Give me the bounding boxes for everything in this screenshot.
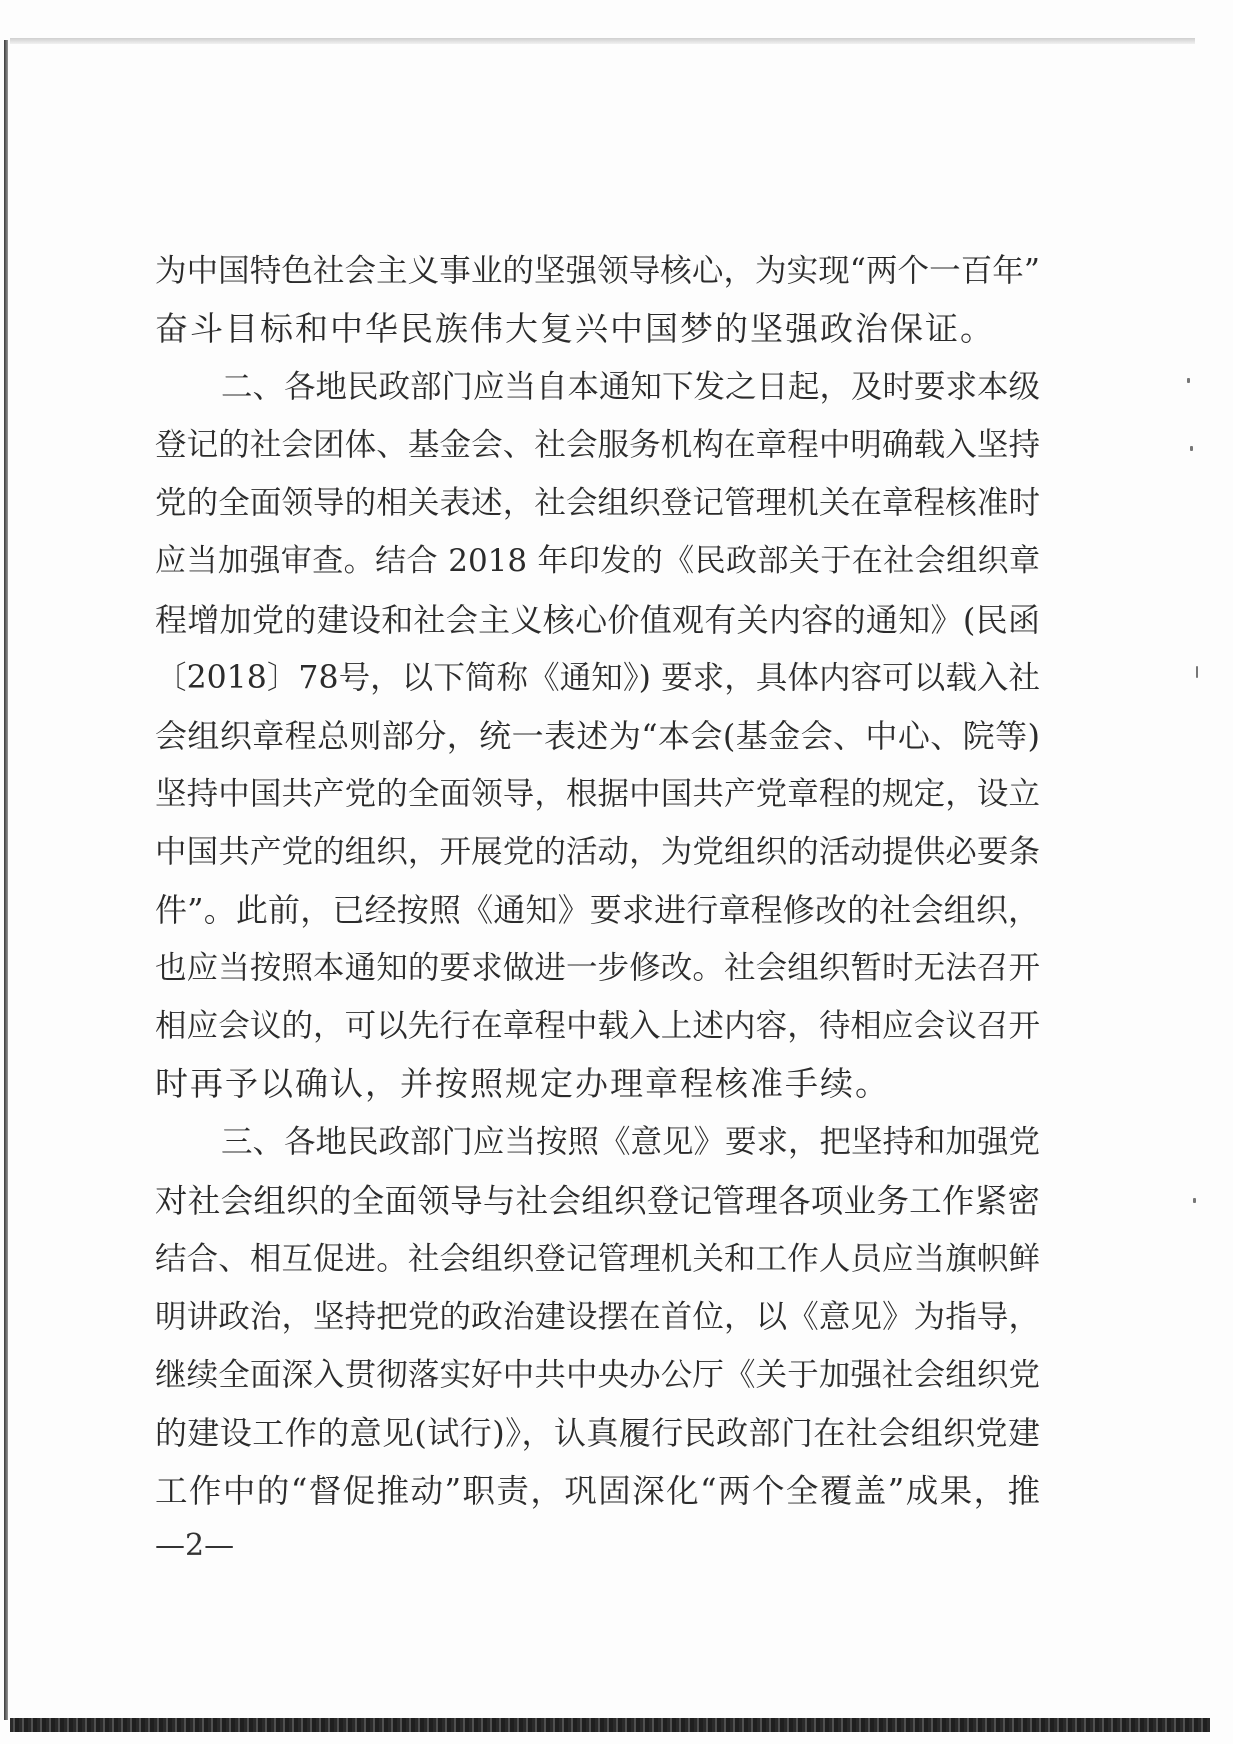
text-line: 应当加强审查。结合 2018 年印发的《民政部关于在社会组织章 <box>155 543 1040 580</box>
document-body <box>155 242 1040 1520</box>
scan-left-edge <box>4 40 8 1720</box>
text-line: 党的全面领导的相关表述，社会组织登记管理机关在章程核准时 <box>155 485 1040 522</box>
text-line: 明讲政治，坚持把党的政治建设摆在首位，以《意见》为指导， <box>155 1298 1040 1335</box>
text-line: 奋斗目标和中华民族伟大复兴中国梦的坚强政治保证。 <box>155 309 995 349</box>
scan-speck <box>1196 666 1198 678</box>
text-line: 件”。此前，已经按照《通知》要求进行章程修改的社会组织， <box>155 891 1040 930</box>
text-line: 三、各地民政部门应当按照《意见》要求，把坚持和加强党 <box>221 1124 1041 1161</box>
text-line: 中国共产党的组织，开展党的活动，为党组织的活动提供必要条 <box>155 833 1040 870</box>
text-line: 的建设工作的意见(试行)》，认真履行民政部门在社会组织党建 <box>155 1413 1040 1452</box>
scan-speck <box>1193 1198 1196 1203</box>
page-number: —2— <box>155 1528 235 1563</box>
scan-bottom-edge <box>10 1718 1210 1732</box>
scan-speck <box>1190 446 1193 451</box>
text-line: 也应当按照本通知的要求做进一步修改。社会组织暂时无法召开 <box>155 950 1040 987</box>
text-line: 对社会组织的全面领导与社会组织登记管理各项业务工作紧密 <box>155 1181 1040 1220</box>
text-line: 时再予以确认，并按照规定办理章程核准手续。 <box>155 1064 890 1104</box>
text-line: 为中国特色社会主义事业的坚强领导核心，为实现“两个一百年” <box>155 253 1040 289</box>
text-line: 〔2018〕78号，以下简称《通知》) 要求，具体内容可以载入社 <box>155 659 1040 696</box>
scan-top-edge <box>10 38 1195 44</box>
text-line: 工作中的“督促推动”职责，巩固深化“两个全覆盖”成果，推 <box>155 1471 1040 1510</box>
text-line: 二、各地民政部门应当自本通知下发之日起，及时要求本级 <box>221 369 1041 406</box>
text-line: 继续全面深入贯彻落实好中共中央办公厅《关于加强社会组织党 <box>155 1356 1040 1393</box>
text-line: 登记的社会团体、基金会、社会服务机构在章程中明确载入坚持 <box>155 427 1040 464</box>
text-line: 会组织章程总则部分，统一表述为“本会(基金会、中心、院等) <box>155 716 1040 755</box>
text-line: 坚持中国共产党的全面领导，根据中国共产党章程的规定，设立 <box>155 775 1040 812</box>
scan-speck <box>1187 378 1190 383</box>
text-line: 相应会议的，可以先行在章程中载入上述内容，待相应会议召开 <box>155 1008 1040 1045</box>
text-line: 结合、相互促进。社会组织登记管理机关和工作人员应当旗帜鲜 <box>155 1240 1040 1277</box>
text-line: 程增加党的建设和社会主义核心价值观有关内容的通知》(民函 <box>155 600 1040 639</box>
